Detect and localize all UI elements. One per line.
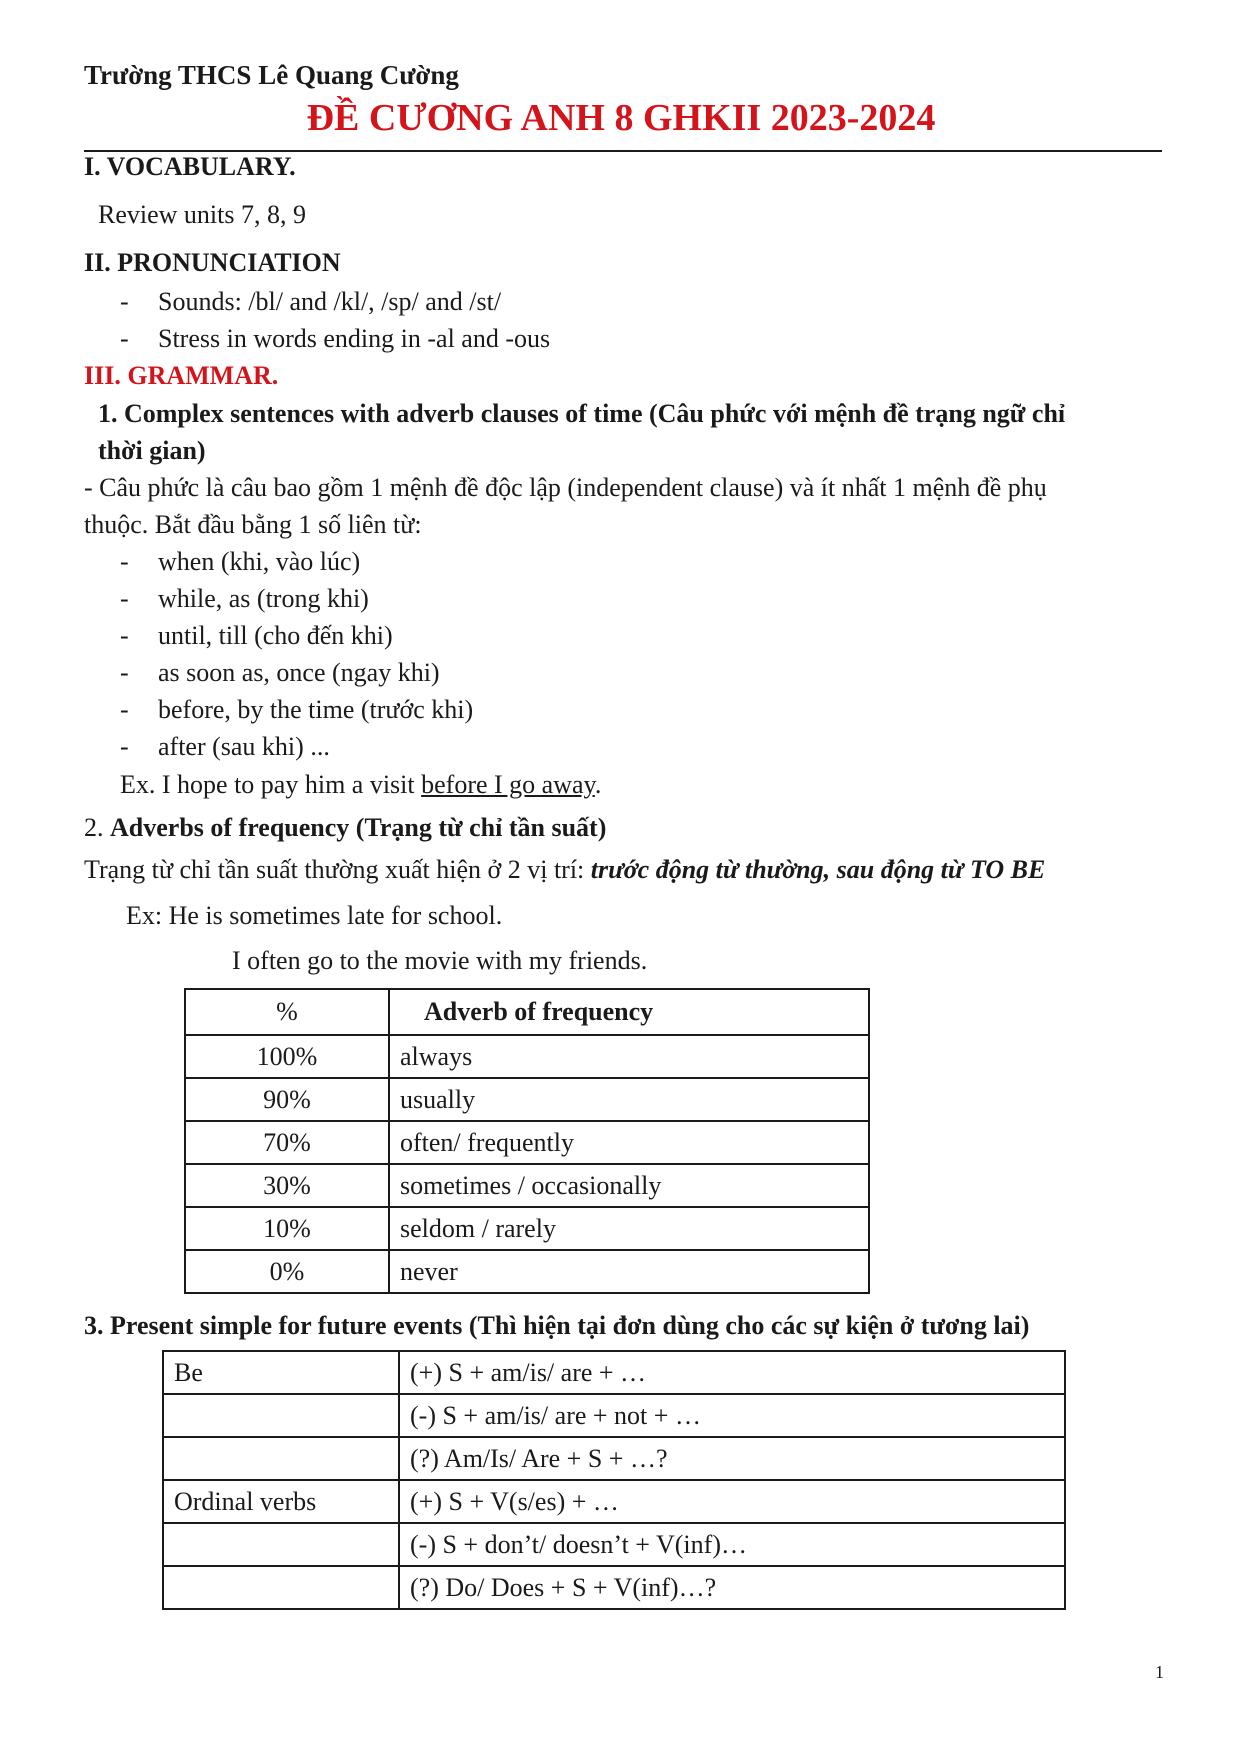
conjunction-item: - before, by the time (trước khi) <box>120 695 474 724</box>
section-1-desc: - Câu phức là câu bao gồm 1 mệnh đề độc lập (independent clause) và ít nhất 1 mệnh đề phụ <box>84 473 1047 502</box>
school-name: Trường THCS Lê Quang Cường <box>84 60 459 90</box>
table-row <box>163 1437 1065 1480</box>
table-row <box>163 1351 1065 1394</box>
grammar-heading: III. GRAMMAR. <box>84 361 279 390</box>
document-title: ĐỀ CƯƠNG ANH 8 GHKII 2023-2024 <box>306 97 936 139</box>
percent-cell: 0% <box>185 1250 389 1293</box>
table-row <box>163 1480 1065 1523</box>
section-2-example-2: I often go to the movie with my friends. <box>232 946 648 975</box>
percent-cell: 90% <box>185 1078 389 1121</box>
verb-type-cell: Ordinal verbs <box>163 1480 399 1523</box>
structure-cell: (-) S + am/is/ are + not + … <box>399 1394 1065 1437</box>
table-row <box>185 1207 869 1250</box>
vocabulary-text: Review units 7, 8, 9 <box>98 200 306 229</box>
pronunciation-item: - Sounds: /bl/ and /kl/, /sp/ and /st/ <box>120 287 502 316</box>
adverb-cell: seldom / rarely <box>389 1207 869 1250</box>
page-number: 1 <box>1155 1662 1164 1682</box>
table-row <box>185 1164 869 1207</box>
adverb-cell: often/ frequently <box>389 1121 869 1164</box>
adverb-cell: always <box>389 1035 869 1078</box>
table-header-row <box>185 989 869 1035</box>
adverb-cell: sometimes / occasionally <box>389 1164 869 1207</box>
percent-cell: 70% <box>185 1121 389 1164</box>
conjunction-item: - when (khi, vào lúc) <box>120 547 361 576</box>
table-row <box>185 1078 869 1121</box>
structure-cell: (+) S + am/is/ are + … <box>399 1351 1065 1394</box>
percent-cell: 10% <box>185 1207 389 1250</box>
table-row <box>185 1035 869 1078</box>
section-1-title-cont: thời gian) <box>98 436 206 465</box>
percent-header: % <box>185 989 389 1035</box>
section-1-title: 1. Complex sentences with adverb clauses of time (Câu phức với mệnh đề trạng ngữ chỉ <box>98 399 1066 428</box>
structure-cell: (+) S + V(s/es) + … <box>399 1480 1065 1523</box>
frequency-table <box>184 988 870 1294</box>
conjunction-item: - while, as (trong khi) <box>120 584 369 613</box>
table-row <box>185 1121 869 1164</box>
table-row <box>163 1394 1065 1437</box>
verb-type-cell <box>163 1394 399 1437</box>
adverb-cell: never <box>389 1250 869 1293</box>
section-2-example-1: Ex: He is sometimes late for school. <box>126 901 503 930</box>
section-2-title: 2. Adverbs of frequency (Trạng từ chỉ tần suất) <box>84 813 607 842</box>
percent-cell: 30% <box>185 1164 389 1207</box>
section-2-desc: Trạng từ chỉ tần suất thường xuất hiện ở 2 vị trí: trước động từ thường, sau động từ TO BE <box>84 855 1046 884</box>
conjunction-item: - after (sau khi) ... <box>120 732 330 761</box>
vocabulary-heading: I. VOCABULARY. <box>84 152 296 181</box>
verb-type-cell: Be <box>163 1351 399 1394</box>
table-row <box>163 1566 1065 1609</box>
section-1-example: Ex. I hope to pay him a visit before I go away. <box>120 770 602 799</box>
table-row <box>185 1250 869 1293</box>
section-3-title: 3. Present simple for future events (Thì hiện tại đơn dùng cho các sự kiện ở tương lai) <box>84 1311 1030 1340</box>
structure-cell: (-) S + don’t/ doesn’t + V(inf)… <box>399 1523 1065 1566</box>
pronunciation-item: - Stress in words ending in -al and -ous <box>120 324 551 353</box>
structure-cell: (?) Do/ Does + S + V(inf)…? <box>399 1566 1065 1609</box>
verb-type-cell <box>163 1566 399 1609</box>
structure-cell: (?) Am/Is/ Are + S + …? <box>399 1437 1065 1480</box>
adverb-header: Adverb of frequency <box>389 989 869 1035</box>
present-simple-table <box>162 1350 1066 1610</box>
section-1-desc-cont: thuộc. Bắt đầu bằng 1 số liên từ: <box>84 510 422 539</box>
verb-type-cell <box>163 1523 399 1566</box>
pronunciation-heading: II. PRONUNCIATION <box>84 248 341 277</box>
table-row <box>163 1523 1065 1566</box>
conjunction-item: - until, till (cho đến khi) <box>120 621 393 650</box>
conjunction-item: - as soon as, once (ngay khi) <box>120 658 440 687</box>
adverb-cell: usually <box>389 1078 869 1121</box>
percent-cell: 100% <box>185 1035 389 1078</box>
verb-type-cell <box>163 1437 399 1480</box>
